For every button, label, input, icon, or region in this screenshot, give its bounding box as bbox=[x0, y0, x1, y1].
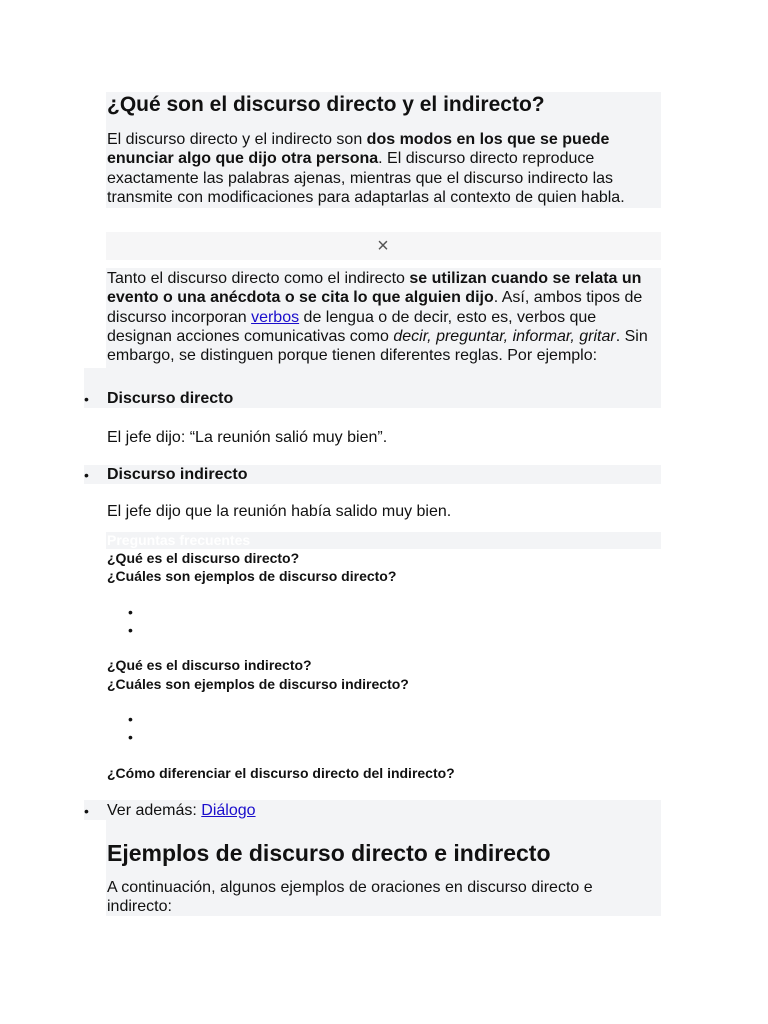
section-title-examples: Ejemplos de discurso directo e indirecto bbox=[107, 840, 551, 866]
bullet-icon: • bbox=[128, 604, 133, 620]
faq-question[interactable]: ¿Qué es el discurso indirecto? bbox=[107, 657, 312, 673]
example-label-direct: Discurso directo bbox=[107, 390, 234, 407]
faq-heading: Preguntas frecuentes bbox=[107, 532, 251, 548]
bullet-icon: • bbox=[128, 622, 133, 638]
example-text-direct: El jefe dijo: “La reunión salió muy bien”. bbox=[107, 429, 388, 446]
verbos-link[interactable]: verbos bbox=[251, 308, 300, 326]
intro-paragraph: El discurso directo y el indirecto son dos modos en los que se puede enunciar algo que dijo otra persona. El discurso directo reproduce exactamente las palabras ajenas, mientras que el discurso indirecto las transmite con modificaciones para adaptarlas al contexto de quien habla. bbox=[107, 131, 625, 206]
faq-question[interactable]: ¿Qué es el discurso directo? bbox=[107, 550, 300, 566]
close-icon[interactable]: × bbox=[377, 235, 389, 257]
bullet-icon: • bbox=[84, 467, 89, 483]
bullet-icon: • bbox=[128, 711, 133, 727]
usage-paragraph: Tanto el discurso directo como el indirecto se utilizan cuando se relata un evento o una anécdota o se cita lo que alguien dijo. Así, ambos tipos de discurso incorporan verbos de lengua o de decir, esto es, verbos que designan acciones comunicativas como decir, preguntar, informar, gritar. Sin embargo, se distinguen porque tienen diferentes reglas. Por ejemplo: bbox=[107, 270, 648, 365]
ad-bar bbox=[106, 232, 661, 260]
bullet-icon: • bbox=[84, 803, 89, 819]
faq-question[interactable]: ¿Cómo diferenciar el discurso directo del indirecto? bbox=[107, 765, 455, 781]
section-title-what-are: ¿Qué son el discurso directo y el indirecto? bbox=[107, 93, 545, 116]
example-label-indirect: Discurso indirecto bbox=[107, 466, 248, 483]
faq-question[interactable]: ¿Cuáles son ejemplos de discurso directo? bbox=[107, 568, 397, 584]
example-text-indirect: El jefe dijo que la reunión había salido muy bien. bbox=[107, 503, 452, 520]
bullet-icon: • bbox=[128, 729, 133, 745]
faq-question[interactable]: ¿Cuáles son ejemplos de discurso indirecto? bbox=[107, 676, 409, 692]
examples-intro-paragraph: A continuación, algunos ejemplos de oraciones en discurso directo e indirecto: bbox=[107, 879, 593, 916]
bullet-icon: • bbox=[84, 391, 89, 407]
dialogo-link[interactable]: Diálogo bbox=[201, 802, 256, 819]
see-also: Ver además: Diálogo bbox=[107, 802, 256, 819]
